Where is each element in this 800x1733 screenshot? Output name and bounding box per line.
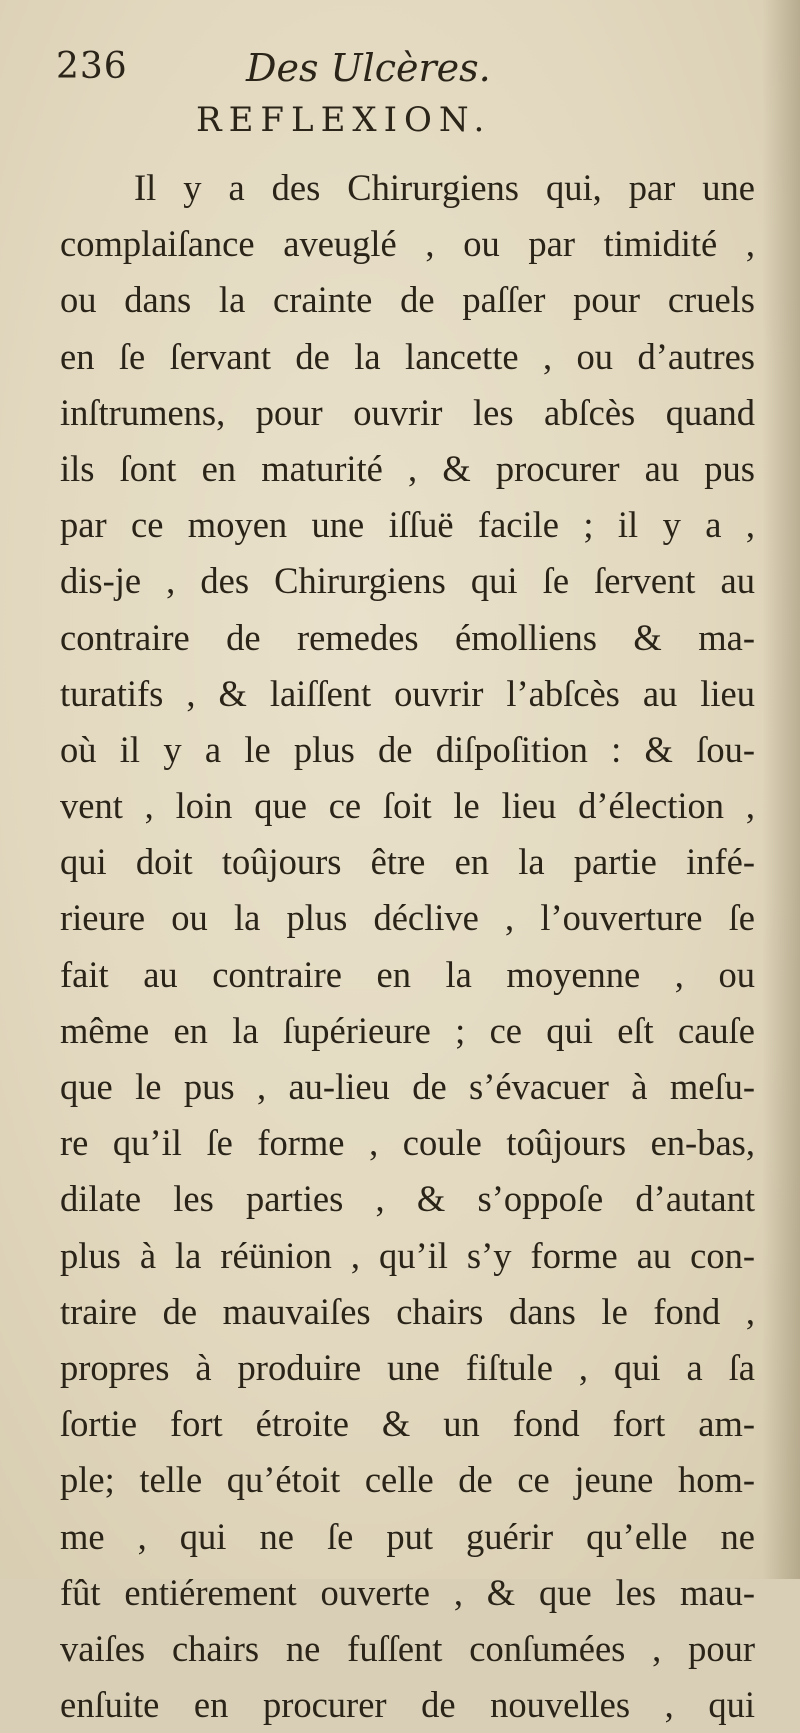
section-heading: REFLEXION. [196, 100, 492, 140]
text-line: enſuite en procurer de nouvelles , qui [60, 1684, 755, 1726]
text-line: ple; telle qu’étoit celle de ce jeune hom- [60, 1459, 755, 1501]
text-line: me , qui ne ſe put guérir qu’elle ne [60, 1515, 755, 1557]
text-line: plus à la réünion , qu’il s’y forme au con- [60, 1234, 755, 1276]
text-line: où il y a le plus de diſpoſition : & ſou- [60, 728, 755, 770]
text-line: rieure ou la plus déclive , l’ouverture ſe [60, 897, 755, 939]
text-line: vaiſes chairs ne fuſſent conſumées , pour [60, 1627, 755, 1669]
page-edge-shadow [762, 0, 800, 1579]
text-line: ou dans la crainte de paſſer pour cruels [60, 279, 755, 321]
text-line: vent , loin que ce ſoit le lieu d’élection , [60, 785, 755, 827]
running-title: Des Ulcères. [246, 46, 491, 90]
text-line: par ce moyen une iſſuë facile ; il y a , [60, 504, 755, 546]
text-line: contraire de remedes émolliens & ma- [60, 616, 755, 658]
text-line: en ſe ſervant de la lancette , ou d’autres [60, 335, 755, 377]
text-line: Il y a des Chirurgiens qui, par une [134, 167, 755, 208]
text-line: dilate les parties , & s’oppoſe d’autant [60, 1178, 755, 1220]
text-line: complaiſance aveuglé , ou par timidité , [60, 223, 755, 265]
body-paragraph [60, 160, 755, 1733]
text-line: que le pus , au-lieu de s’évacuer à meſu- [60, 1066, 755, 1107]
text-line: fût entiérement ouverte , & que les mau- [60, 1571, 755, 1613]
text-line: dis-je , des Chirurgiens qui ſe ſervent au [60, 560, 755, 602]
text-line: qui doit toûjours être en la partie infé- [60, 841, 755, 883]
text-line: turatifs , & laiſſent ouvrir l’abſcès au lieu [60, 672, 755, 714]
running-header [56, 46, 756, 106]
page-number: 236 [56, 46, 128, 87]
text-line: fait au contraire en la moyenne , ou [60, 953, 755, 995]
text-line: même en la ſupérieure ; ce qui eſt cauſe [60, 1009, 755, 1051]
text-line: propres à produire une fiſtule , qui a ſa [60, 1346, 755, 1388]
text-line: ſortie fort étroite & un fond fort am- [60, 1403, 755, 1445]
text-line: ils ſont en maturité , & procurer au pus [60, 447, 755, 489]
text-line: traire de mauvaiſes chairs dans le fond , [60, 1290, 755, 1332]
text-line: re qu’il ſe forme , coule toûjours en-bas, [60, 1122, 755, 1164]
text-line: inſtrumens, pour ouvrir les abſcès quand [60, 391, 755, 433]
